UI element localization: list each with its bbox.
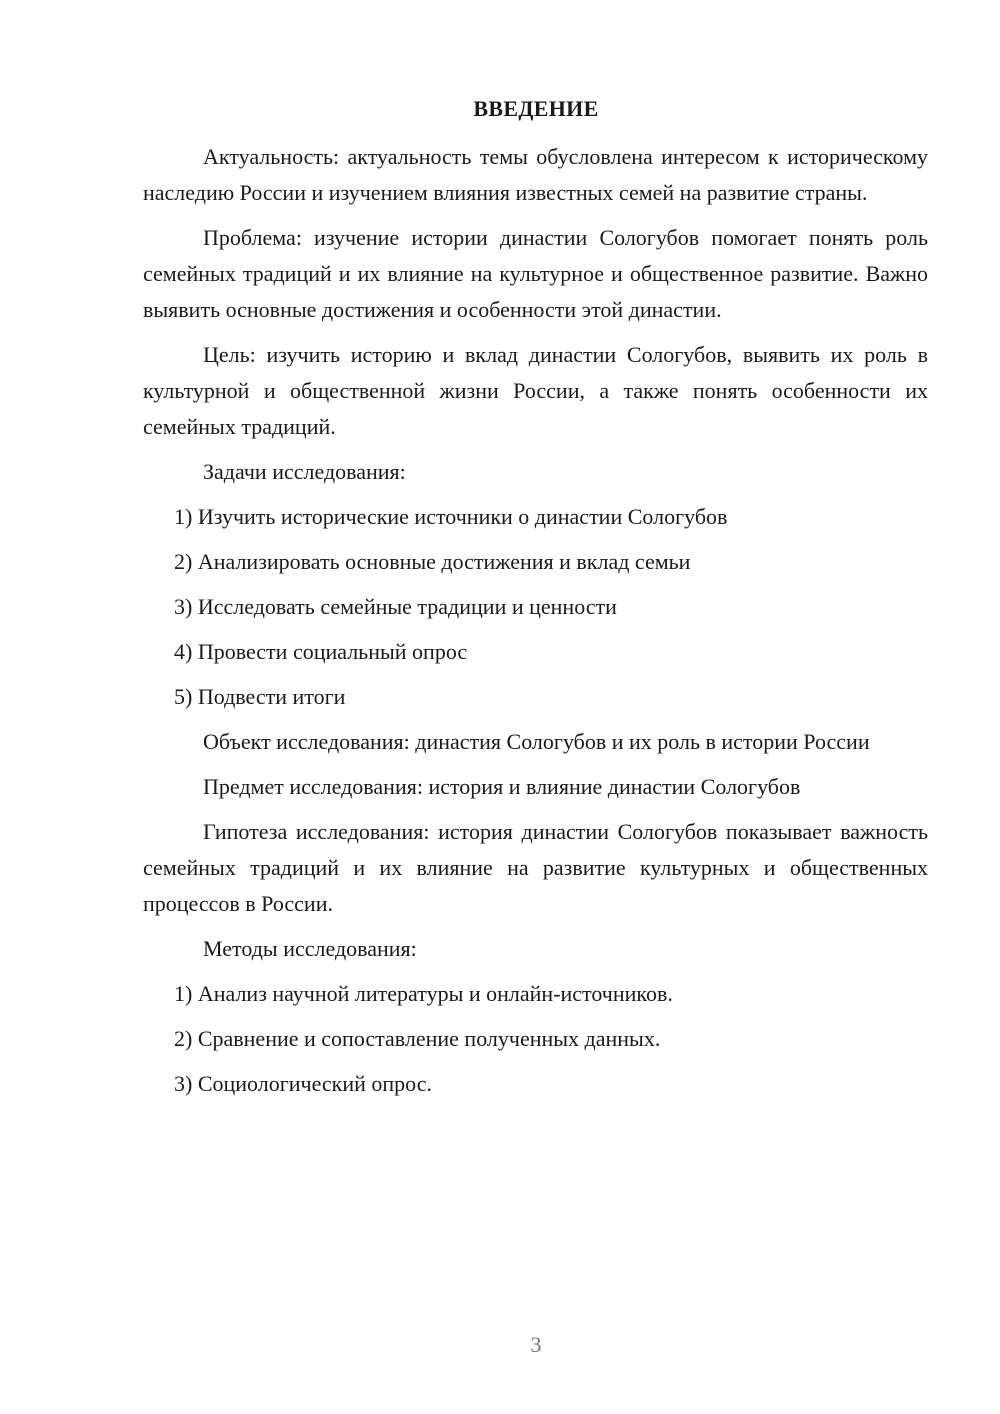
methods-heading: Методы исследования: bbox=[203, 936, 417, 961]
task-item: 5) Подвести итоги bbox=[174, 684, 346, 709]
task-item: 1) Изучить исторические источники о династии Сологубов bbox=[174, 504, 728, 529]
section-title: ВВЕДЕНИЕ bbox=[473, 96, 599, 121]
problem-paragraph: Проблема: изучение истории династии Сологубов помогает понять роль семейных традиций и их влияние на культурное и общественное развитие. Важно выявить основные достижения и особенности этой династии. bbox=[143, 225, 928, 322]
tasks-list bbox=[143, 499, 928, 715]
methods-list bbox=[143, 976, 928, 1102]
tasks-heading: Задачи исследования: bbox=[203, 459, 406, 484]
method-item: 1) Анализ научной литературы и онлайн-источников. bbox=[174, 981, 673, 1006]
method-item: 2) Сравнение и сопоставление полученных данных. bbox=[174, 1026, 661, 1051]
page-number: 3 bbox=[530, 1332, 542, 1357]
relevance-paragraph: Актуальность: актуальность темы обусловлена интересом к историческому наследию России и изучением влияния известных семей на развитие страны. bbox=[143, 144, 928, 205]
method-item: 3) Социологический опрос. bbox=[174, 1071, 432, 1096]
object-paragraph: Объект исследования: династия Сологубов и их роль в истории России bbox=[203, 729, 870, 754]
goal-paragraph: Цель: изучить историю и вклад династии Сологубов, выявить их роль в культурной и общественной жизни России, а также понять особенности их семейных традиций. bbox=[143, 342, 928, 439]
hypothesis-paragraph: Гипотеза исследования: история династии Сологубов показывает важность семейных традиций и их влияние на развитие культурных и общественных процессов в России. bbox=[143, 819, 928, 916]
document-body bbox=[143, 139, 928, 1111]
task-item: 3) Исследовать семейные традиции и ценности bbox=[174, 594, 617, 619]
task-item: 4) Провести социальный опрос bbox=[174, 639, 468, 664]
task-item: 2) Анализировать основные достижения и вклад семьи bbox=[174, 549, 691, 574]
subject-paragraph: Предмет исследования: история и влияние династии Сологубов bbox=[203, 774, 801, 799]
